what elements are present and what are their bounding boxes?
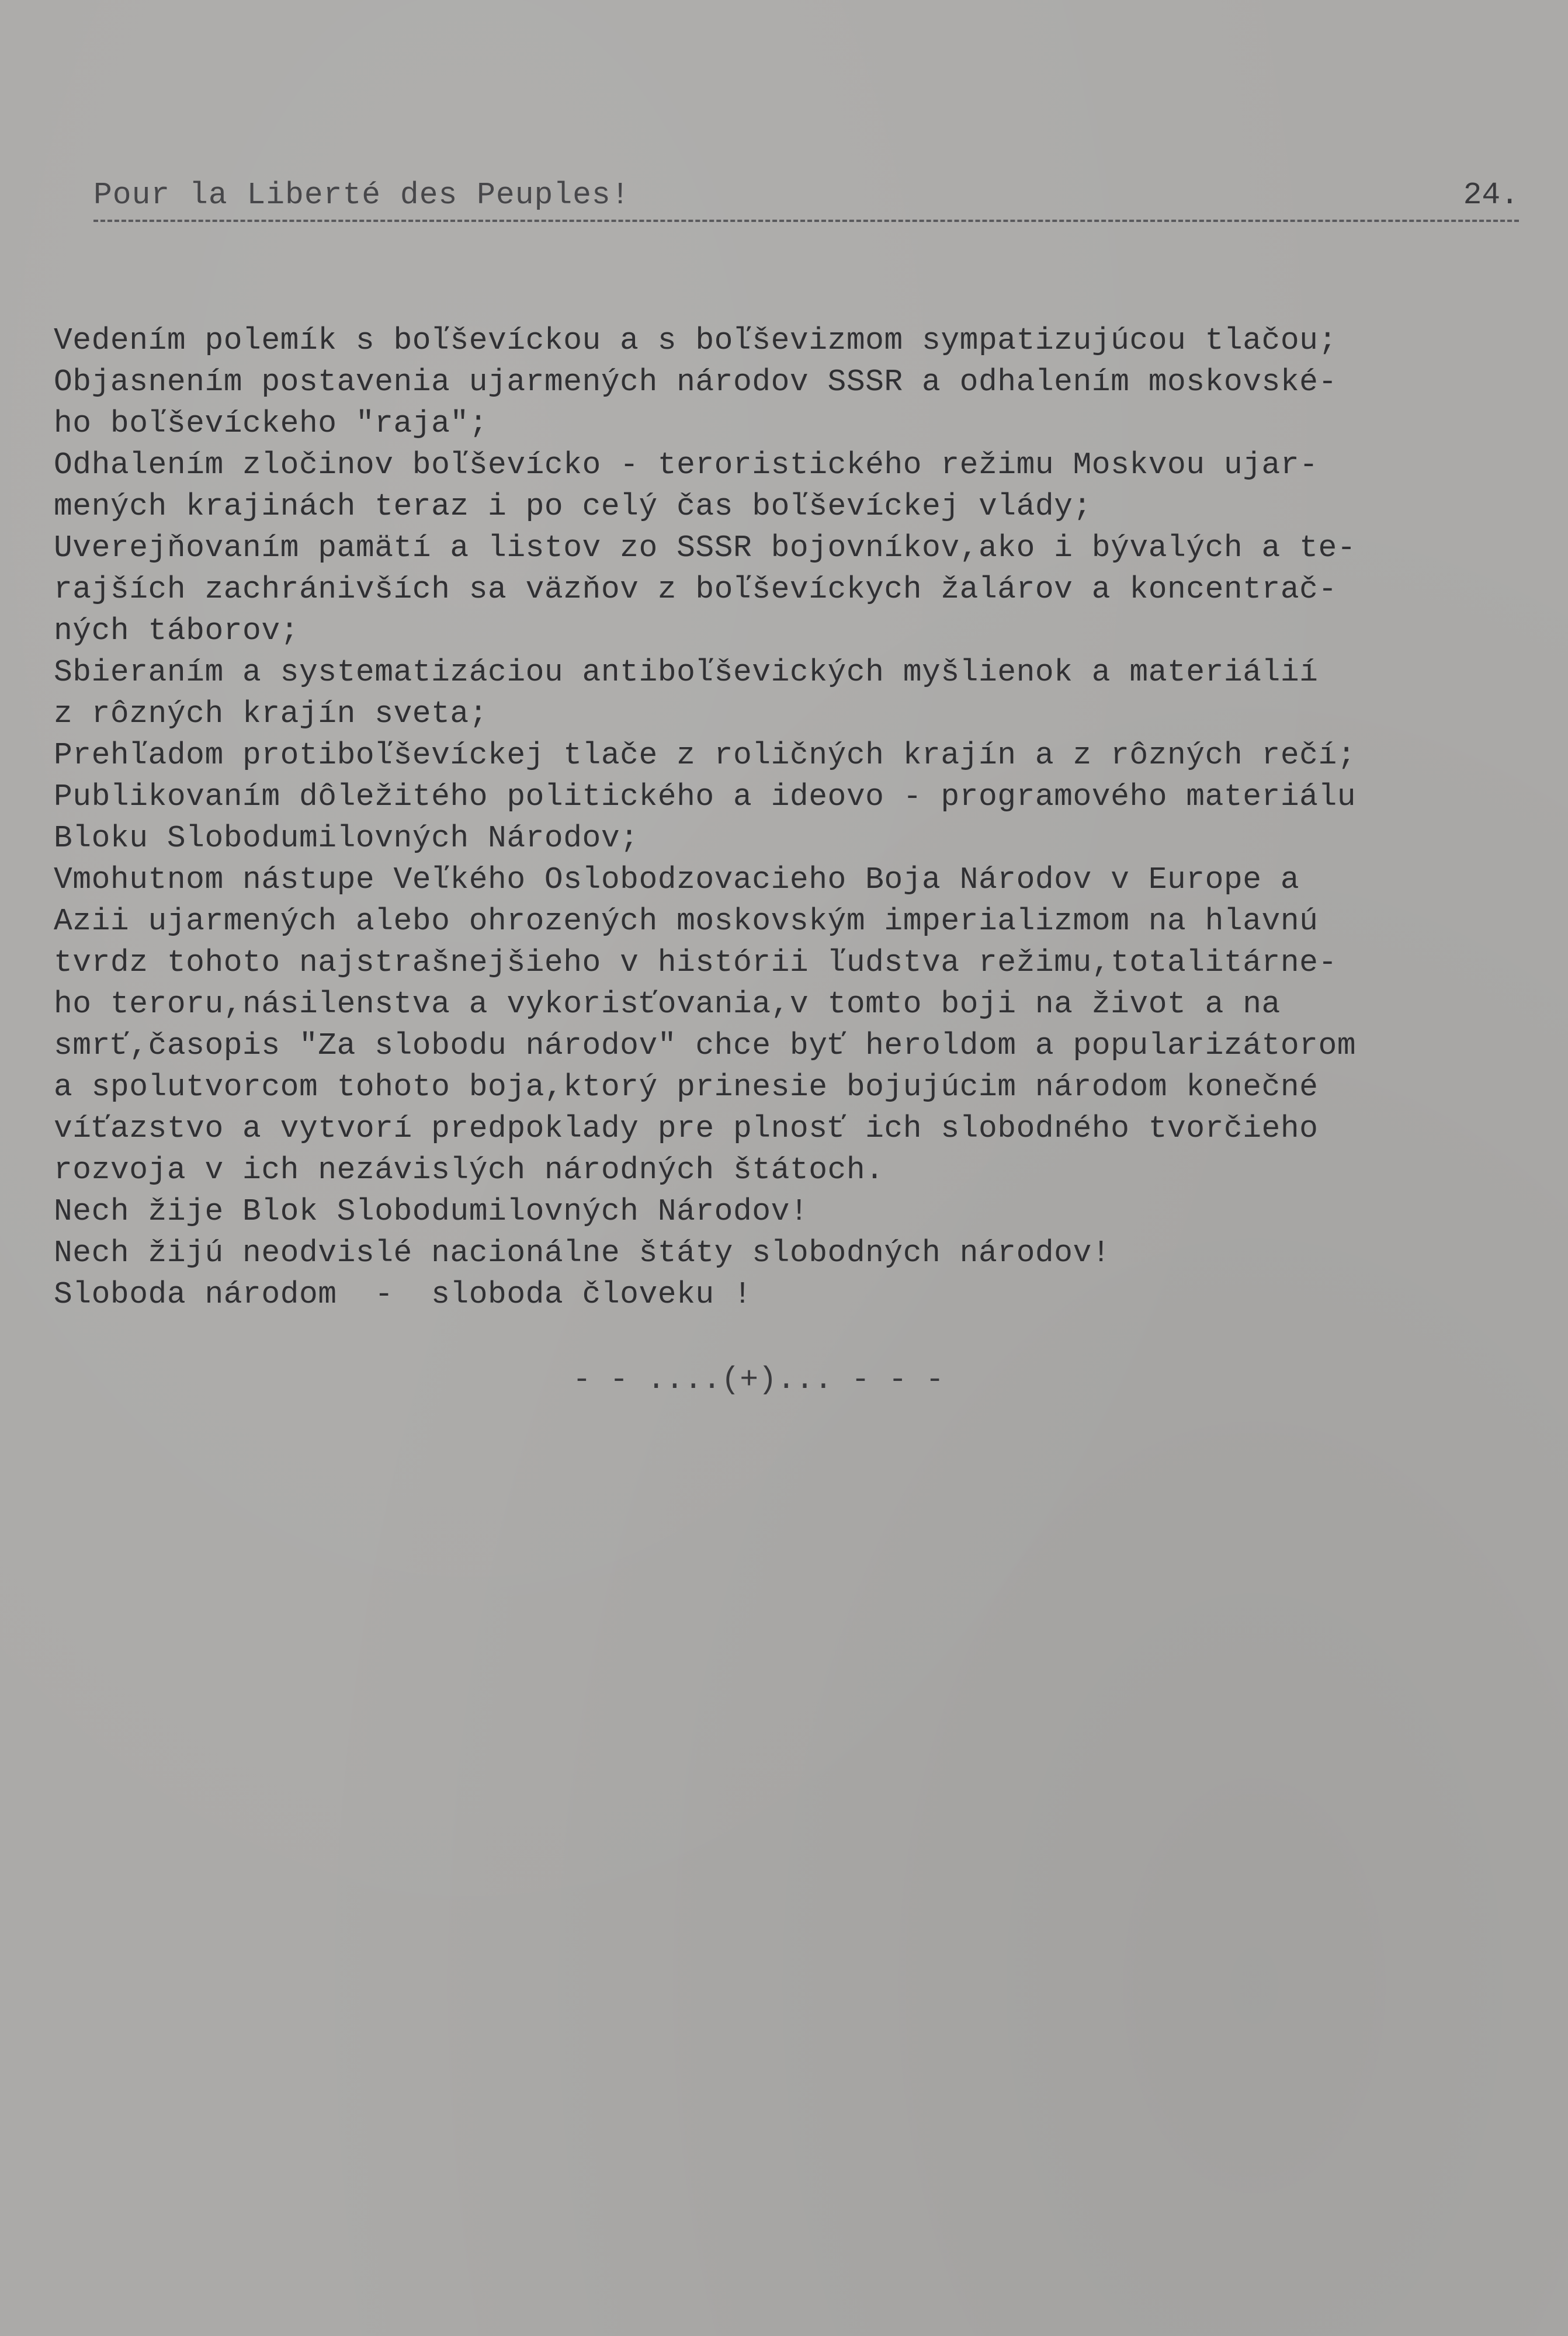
header-title: Pour la Liberté des Peuples! [93,178,630,213]
body-text [54,320,1549,1315]
text-line: ných táborov; [54,613,299,648]
text-line: Objasnením postavenia ujarmených národov SSSR a odhalením moskovské- [54,365,1337,400]
text-line: ho teroru,násilenstva a vykorisťovania,v tomto boji na život a na [54,987,1281,1022]
text-line: Publikovaním dôležitého politického a ideovo - programového materiálu [54,779,1357,814]
text-line: Nech žije Blok Slobodumilovných Národov! [54,1194,809,1229]
text-line: tvrdz tohoto najstrašnejšieho v histórii ľudstva režimu,totalitárne- [54,945,1337,980]
text-line: rajších zachránivších sa väzňov z boľševíckych žalárov a koncentrač- [54,572,1337,607]
text-line: Vmohutnom nástupe Veľkého Oslobodzovacieho Boja Národov v Europe a [54,862,1300,897]
text-line: Vedením polemík s boľševíckou a s boľševizmom sympatizujúcou tlačou; [54,323,1337,358]
end-ornament: - - ....(+)... - - - [573,1362,945,1397]
page-number: 24. [1463,178,1519,213]
text-line: Odhalením zločinov boľševícko - teroristického režimu Moskvou ujar- [54,447,1319,483]
text-line: víťazstvo a vytvorí predpoklady pre plnosť ich slobodného tvorčieho [54,1111,1319,1146]
text-line: smrť,časopis "Za slobodu národov" chce byť heroldom a popularizátorom [54,1028,1357,1063]
text-line: Sbieraním a systematizáciou antiboľševických myšlienok a materiálií [54,655,1319,690]
text-line: Bloku Slobodumilovných Národov; [54,821,639,856]
text-line: z rôzných krajín sveta; [54,696,488,731]
running-header [93,176,1519,235]
text-line: Uverejňovaním pamätí a listov zo SSSR bojovníkov,ako i bývalých a te- [54,530,1357,565]
text-line: ho boľševíckeho "raja"; [54,406,488,441]
text-line: a spolutvorcom tohoto boja,ktorý prinesie bojujúcim národom konečné [54,1070,1319,1105]
text-line: Sloboda národom - sloboda človeku ! [54,1277,752,1312]
text-line: rozvoja v ich nezávislých národných štátoch. [54,1153,884,1188]
text-line: Nech žijú neodvislé nacionálne štáty slobodných národov! [54,1235,1111,1271]
text-line: Azii ujarmených alebo ohrozených moskovským imperializmom na hlavnú [54,904,1319,939]
text-line: Prehľadom protiboľševíckej tlače z roličných krajín a z rôzných rečí; [54,738,1357,773]
text-line: mených krajinách teraz i po celý čas boľševíckej vlády; [54,489,1092,524]
header-dashed-rule [93,220,1519,222]
